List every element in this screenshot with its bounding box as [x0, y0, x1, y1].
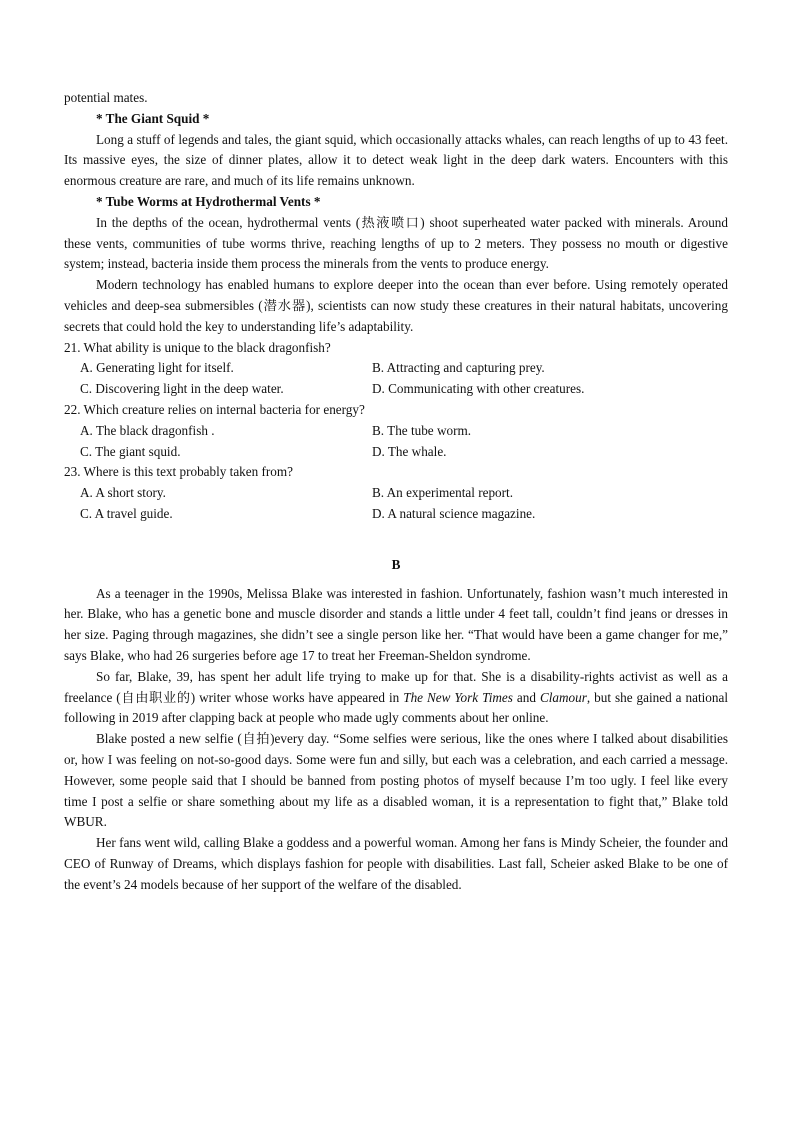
option-a: A. A short story.	[80, 485, 166, 501]
option-d: D. The whale.	[372, 443, 447, 459]
question-21	[64, 338, 728, 400]
passage-b-paragraph-3: Blake posted a new selfie (自拍)every day. “Some selfies were serious, like the ones where I talked about disabilities or, how I was feeling on not-so-good days. Some were fun and silly, but each was a celebration, and each carried a message. However, some people said that I should be banned from posting photos of myself because I’m too ugly. I feel like every time I post a selfie or share something about my life as a disabled woman, it is a representation to fight that,” Blake told WBUR.	[64, 731, 728, 830]
publication-name: Clamour	[539, 689, 587, 705]
options-grid	[64, 421, 728, 463]
question-stem: 23. Where is this text probably taken from?	[64, 464, 294, 480]
passage-b-paragraph-4: Her fans went wild, calling Blake a goddess and a powerful woman. Among her fans is Mindy Scheier, the founder and CEO of Runway of Dreams, which displays fashion for people with disabilities. Last fall, Scheier asked Blake to be one of the event’s 24 models because of her support of the welfare of the disabled.	[64, 835, 728, 892]
question-stem: 21. What ability is unique to the black dragonfish?	[64, 339, 331, 355]
passage-b-paragraph-1: As a teenager in the 1990s, Melissa Blake was interested in fashion. Unfortunately, fashion wasn’t much interested in her. Blake, who has a genetic bone and muscle disorder and stands a little under 4 feet tall, couldn’t find jeans or dresses in her size. Paging through magazines, she didn’t see a single person like her. “That would have been a game changer for me,” says Blake, who had 26 surgeries before age 17 to treat her Freeman-Sheldon syndrome.	[64, 585, 728, 663]
intro-tail: potential mates.	[64, 90, 148, 105]
options-grid	[64, 483, 728, 525]
option-d: D. Communicating with other creatures.	[372, 381, 585, 397]
option-b: B. An experimental report.	[372, 485, 513, 501]
document-page	[64, 88, 728, 895]
tube-worms-paragraph: In the depths of the ocean, hydrothermal vents (热液喷口) shoot superheated water packed with minerals. Around these vents, communities of tube worms thrive, reaching lengths of up to 2 meters. They possess no mouth or digestive system; instead, bacteria inside them process the minerals from the vents to produce energy.	[64, 214, 728, 272]
passage-b-paragraph-2	[64, 667, 728, 729]
closing-paragraph: Modern technology has enabled humans to explore deeper into the ocean than ever before. Using remotely operated vehicles and deep-sea submersibles (潜水器), scientists can now study these creatures in their natural habitats, uncovering secrets that could hold the key to understanding life’s adaptability.	[64, 277, 728, 334]
question-22	[64, 400, 728, 462]
option-c: C. Discovering light in the deep water.	[80, 381, 284, 397]
options-grid	[64, 358, 728, 400]
question-stem: 22. Which creature relies on internal bacteria for energy?	[64, 401, 365, 417]
paragraph-text: and	[512, 689, 540, 705]
squid-heading: * The Giant Squid *	[96, 110, 210, 126]
option-a: A. Generating light for itself.	[80, 360, 234, 376]
paragraph-text: So far, Blake, 39, has spent her adult life trying to make up for that. She is a disability-rights activist as well as a freelance (自由职业的) writer whose works have appeared in	[64, 668, 728, 705]
publication-name: The New York Times	[403, 689, 513, 705]
paragraph-text: , but she gained a national following in 2019 after clapping back at people who made ugly comments about her online.	[64, 689, 728, 726]
option-b: B. The tube worm.	[372, 422, 472, 438]
tube-worms-heading: * Tube Worms at Hydrothermal Vents *	[96, 193, 321, 209]
squid-paragraph: Long a stuff of legends and tales, the giant squid, which occasionally attacks whales, can reach lengths of up to 43 feet. Its massive eyes, the size of dinner plates, allow it to detect weak light in the deep dark waters. Encounters with this enormous creature are rare, and much of its life remains unknown.	[64, 131, 728, 189]
option-c: C. The giant squid.	[80, 443, 181, 459]
option-b: B. Attracting and capturing prey.	[372, 360, 545, 376]
option-d: D. A natural science magazine.	[372, 505, 536, 521]
section-b-title: B	[391, 556, 401, 572]
question-23	[64, 462, 728, 524]
option-a: A. The black dragonfish .	[80, 422, 215, 438]
option-c: C. A travel guide.	[80, 505, 173, 521]
